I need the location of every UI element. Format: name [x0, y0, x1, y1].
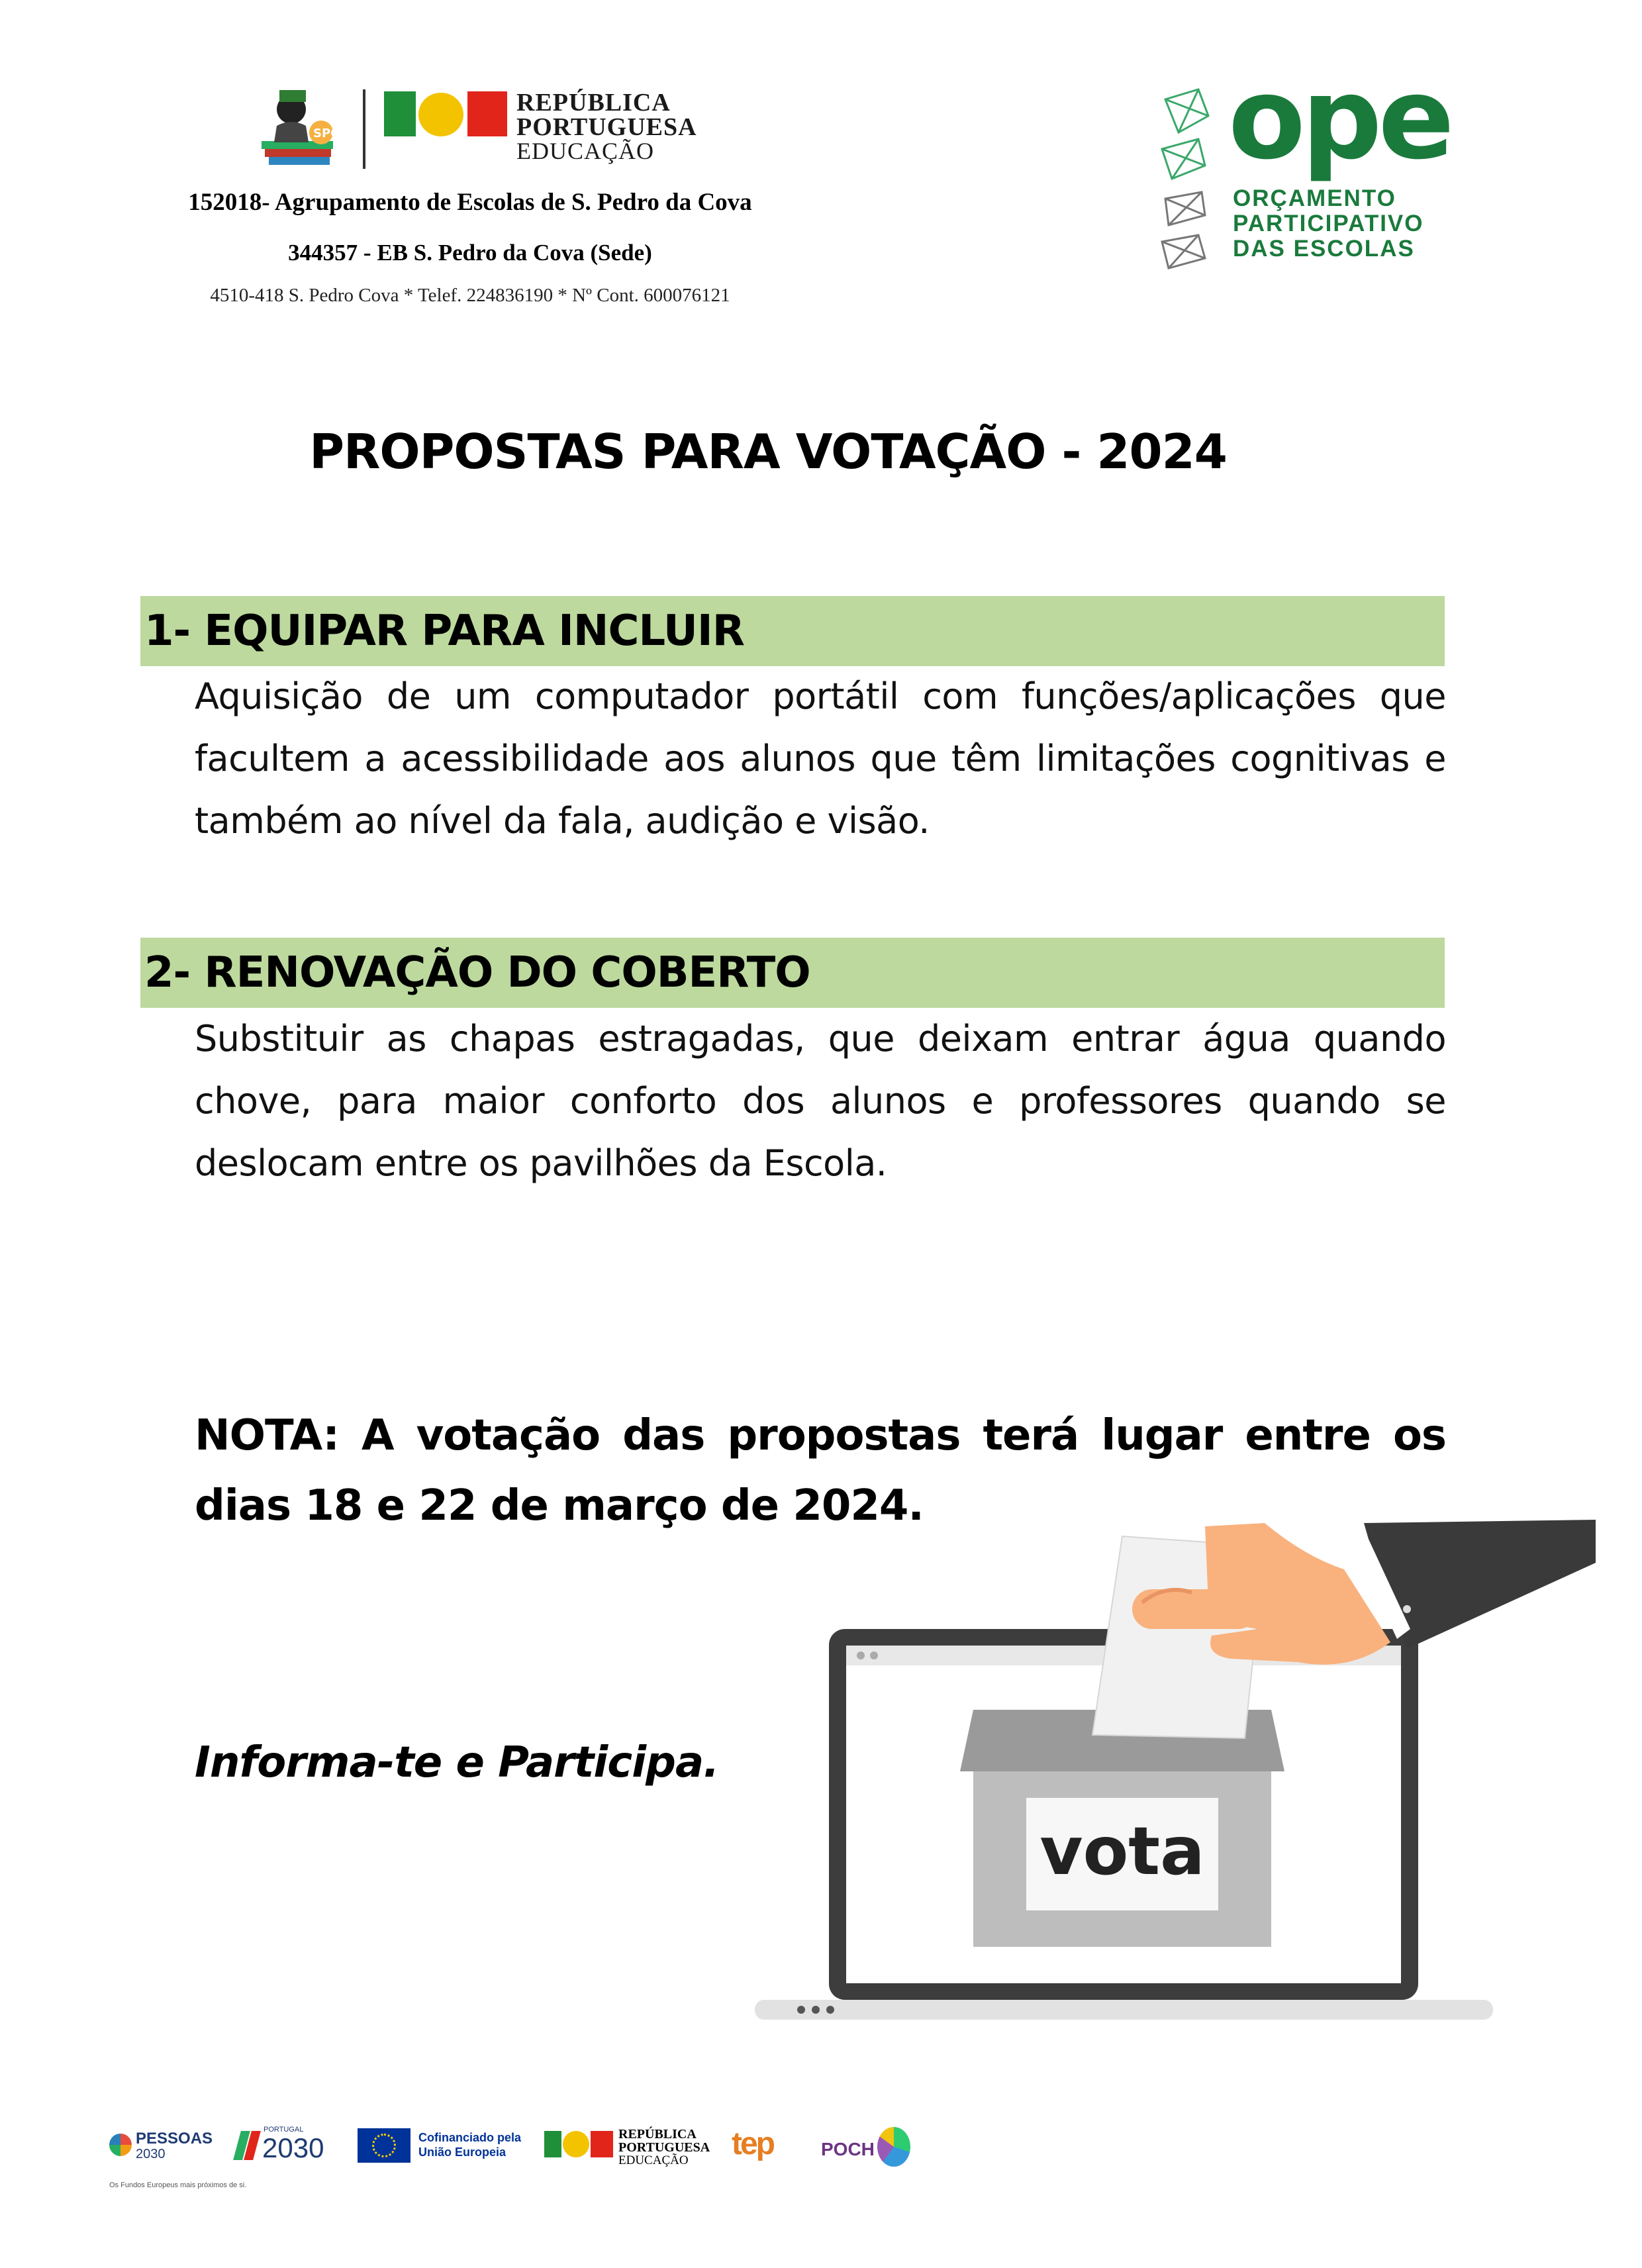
footer-rp-line2: PORTUGUESA: [618, 2140, 710, 2155]
school-contacts: 4510-418 S. Pedro Cova * Telef. 224836190 * Nº Cont. 600076121: [210, 285, 730, 306]
footer-logo-republica: [544, 2127, 710, 2173]
eu-flag: [358, 2128, 410, 2163]
header-divider: [363, 89, 365, 169]
republic-line2: PORTUGUESA: [516, 113, 697, 141]
proposal-1-body: Aquisição de um computador portátil com funções/aplicações que facultem a acessibilidade aos alunos que têm limitações cognitivas e também ao nível da fala, audição e visão.: [195, 675, 1446, 842]
poch-word: POCH: [821, 2139, 875, 2159]
page-title: PROPOSTAS PARA VOTAÇÃO - 2024: [309, 424, 1227, 479]
footer-rp-line1: REPÚBLICA: [618, 2127, 697, 2142]
footer-logo-poch: [821, 2127, 920, 2173]
portugal-year: 2030: [262, 2132, 324, 2163]
footer-logo-portugal2030: [237, 2126, 336, 2172]
ope-line3: DAS ESCOLAS: [1233, 236, 1415, 262]
voting-note: NOTA: A votação das propostas terá lugar entre os dias 18 e 22 de março de 2024.: [195, 1411, 1446, 1530]
portugal-small: PORTUGAL: [264, 2126, 304, 2134]
ope-geometric-icon: [1152, 86, 1218, 271]
eu-line2: União Europeia: [418, 2145, 507, 2159]
footer-logo-tep: [732, 2126, 804, 2172]
school-name: 152018- Agrupamento de Escolas de S. Pedro da Cova: [188, 189, 752, 216]
eu-line1: Cofinanciado pela: [418, 2131, 522, 2144]
pessoas-tagline: Os Fundos Europeus mais próximos de si.: [109, 2181, 247, 2189]
pessoas-icon: [109, 2134, 132, 2156]
footer-rp-line3: EDUCAÇÃO: [618, 2153, 689, 2167]
footer-logo-eu: [358, 2126, 530, 2165]
proposal-2-title: 2- RENOVAÇÃO DO COBERTO: [144, 948, 810, 997]
proposal-2-body: Substituir as chapas estragadas, que deixam entrar água quando chove, para maior conforto dos alunos e professores quando se deslocam entre os pavilhões da Escola.: [195, 1018, 1446, 1184]
tep-word: tep: [732, 2126, 773, 2161]
republic-line3: EDUCAÇÃO: [516, 138, 655, 164]
footer-logo-pessoas2030: [109, 2126, 247, 2198]
slogan: Informa-te e Participa.: [195, 1738, 719, 1787]
republic-flag-red: [467, 91, 507, 136]
pessoas-year: 2030: [136, 2147, 166, 2161]
poch-icon: [877, 2127, 910, 2167]
republic-flag-yellow: [418, 93, 463, 136]
school-sede: 344357 - EB S. Pedro da Cova (Sede): [288, 240, 652, 266]
republic-line1: REPÚBLICA: [516, 89, 671, 117]
online-voting-illustration: [755, 1510, 1596, 2040]
proposal-1-title: 1- EQUIPAR PARA INCLUIR: [144, 607, 744, 656]
republic-flag-green: [384, 91, 416, 136]
ope-line1: ORÇAMENTO: [1233, 185, 1396, 211]
school-logo: [252, 86, 344, 172]
pessoas-word: PESSOAS: [136, 2130, 213, 2147]
ballot-box-label: vota: [1039, 1812, 1205, 1890]
ope-logo-word: ope: [1228, 54, 1451, 185]
ope-line2: PARTICIPATIVO: [1233, 211, 1424, 236]
laptop-base: [755, 2000, 1493, 2020]
school-logo-text: SPC: [313, 126, 340, 140]
